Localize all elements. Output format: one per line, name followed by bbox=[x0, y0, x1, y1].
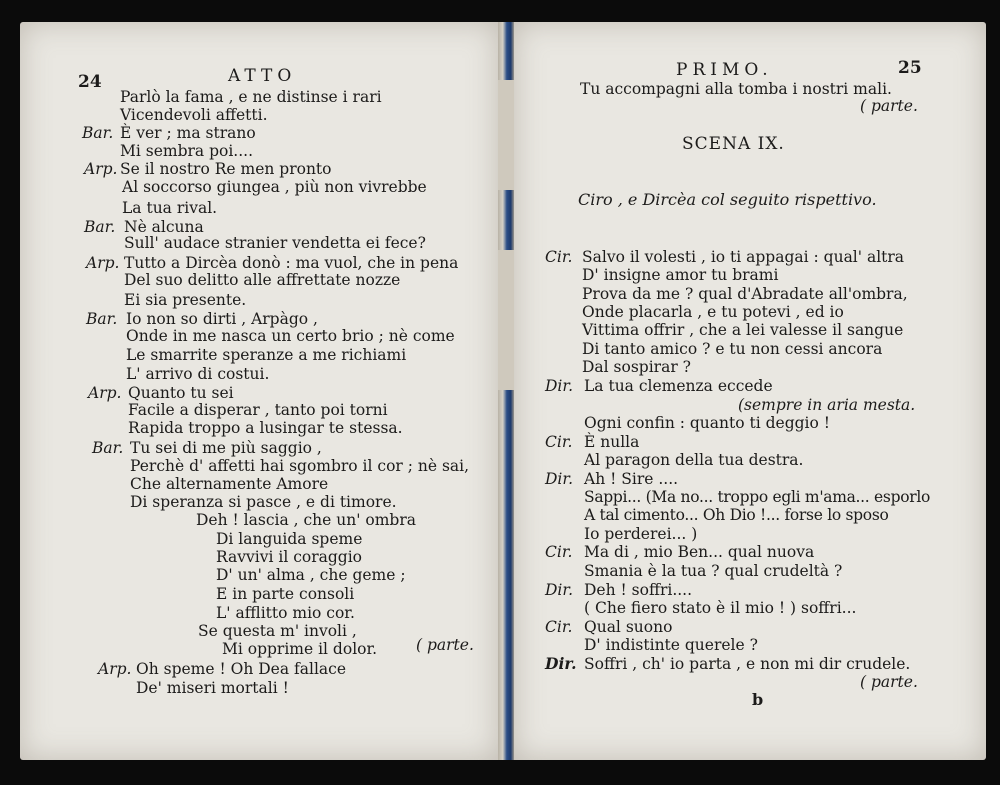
stage-direction: ( parte. bbox=[860, 97, 918, 115]
speaker-label: Arp. bbox=[86, 254, 120, 272]
verse-line: Se il nostro Re men pronto bbox=[120, 160, 332, 178]
speaker-label: Arp. bbox=[84, 160, 118, 178]
verse-line: Tu sei di me più saggio , bbox=[130, 439, 322, 457]
verse-line: L' afflitto mio cor. bbox=[216, 604, 355, 622]
speaker-label: Arp. bbox=[98, 660, 132, 678]
verse-line: Al soccorso giungea , più non vivrebbe bbox=[122, 178, 427, 196]
verse-line: Io non so dirti , Arpàgo , bbox=[126, 310, 318, 328]
speaker-label: Bar. bbox=[84, 218, 116, 236]
speaker-label: Bar. bbox=[86, 310, 118, 328]
scene-title: SCENA IX. bbox=[682, 134, 785, 154]
verse-line: Deh ! soffri.... bbox=[584, 581, 693, 599]
verse-line: Sull' audace stranier vendetta ei fece? bbox=[124, 234, 426, 252]
verse-line: ( Che fiero stato è il mio ! ) soffri... bbox=[584, 599, 857, 617]
right-running-head: PRIMO. bbox=[676, 60, 773, 80]
verse-line: Vittima offrir , che a lei valesse il sangue bbox=[582, 321, 904, 339]
verse-line: Ah ! Sire .... bbox=[584, 470, 679, 488]
verse-line: Che alternamente Amore bbox=[130, 475, 329, 493]
verse-line: Di speranza si pasce , e di timore. bbox=[130, 493, 397, 511]
verse-line: Parlò la fama , e ne distinse i rari bbox=[120, 88, 382, 106]
verse-line: Mi opprime il dolor. bbox=[222, 640, 378, 658]
speaker-label: Dir. bbox=[545, 581, 574, 599]
verse-line: Rapida troppo a lusingar te stessa. bbox=[128, 419, 403, 437]
right-page-number: 25 bbox=[898, 58, 922, 78]
verse-line: Perchè d' affetti hai sgombro il cor ; nè sai, bbox=[130, 457, 470, 475]
verse-line: Del suo delitto alle affrettate nozze bbox=[124, 271, 401, 289]
verse-line: Facile a disperar , tanto poi torni bbox=[128, 401, 388, 419]
verse-line: Io perderei... ) bbox=[584, 525, 698, 543]
speaker-label: Bar. bbox=[92, 439, 124, 457]
verse-line: E in parte consoli bbox=[216, 585, 355, 603]
verse-line: Quanto tu sei bbox=[128, 384, 234, 402]
stage-direction: ( parte. bbox=[416, 636, 474, 654]
verse-line: Oh speme ! Oh Dea fallace bbox=[136, 660, 346, 678]
left-running-head: ATTO bbox=[228, 66, 297, 86]
verse-line: Ogni confin : quanto ti deggio ! bbox=[584, 414, 831, 432]
verse-line: Di tanto amico ? e tu non cessi ancora bbox=[582, 340, 883, 358]
verse-line: Ei sia presente. bbox=[124, 291, 247, 309]
verse-line: Tutto a Dircèa donò : ma vuol, che in pena bbox=[124, 254, 459, 272]
verse-line: D' indistinte querele ? bbox=[584, 636, 758, 654]
verse-line: Le smarrite speranze a me richiami bbox=[126, 346, 407, 364]
verse-line: Onde in me nasca un certo brio ; nè come bbox=[126, 327, 455, 345]
verse-line: De' miseri mortali ! bbox=[136, 679, 289, 697]
verse-line: È nulla bbox=[584, 433, 640, 451]
verse-line: D' un' alma , che geme ; bbox=[216, 566, 406, 584]
verse-line: Tu accompagni alla tomba i nostri mali. bbox=[580, 80, 892, 98]
speaker-label: Dir. bbox=[545, 470, 574, 488]
verse-line: L' arrivo di costui. bbox=[126, 365, 270, 383]
verse-line: Sappi... (Ma no... troppo egli m'ama... esporlo bbox=[584, 488, 931, 506]
verse-line: È ver ; ma strano bbox=[120, 124, 256, 142]
gutter-paper-band bbox=[498, 80, 514, 190]
speaker-label: Cir. bbox=[545, 543, 573, 561]
speaker-label: Dir. bbox=[545, 654, 577, 673]
verse-line: Mi sembra poi.... bbox=[120, 142, 253, 160]
speaker-label: Cir. bbox=[545, 433, 573, 451]
speaker-label: Cir. bbox=[545, 618, 573, 636]
scene-cast: Ciro , e Dircèa col seguito rispettivo. bbox=[578, 190, 877, 209]
stage-direction: (sempre in aria mesta. bbox=[738, 396, 916, 414]
verse-line: Qual suono bbox=[584, 618, 673, 636]
verse-line: Soffri , ch' io parta , e non mi dir crudele. bbox=[584, 655, 911, 673]
verse-line: Ma di , mio Ben... qual nuova bbox=[584, 543, 815, 561]
verse-line: Nè alcuna bbox=[124, 218, 204, 236]
verse-line: Al paragon della tua destra. bbox=[584, 451, 804, 469]
gutter-paper-band bbox=[498, 250, 514, 390]
verse-line: Smania è la tua ? qual crudeltà ? bbox=[584, 562, 843, 580]
left-page-number: 24 bbox=[78, 72, 102, 92]
stage-direction: ( parte. bbox=[860, 673, 918, 691]
verse-line: La tua rival. bbox=[122, 199, 218, 217]
speaker-label: Bar. bbox=[82, 124, 114, 142]
verse-line: Ravvivi il coraggio bbox=[216, 548, 363, 566]
speaker-label: Cir. bbox=[545, 248, 573, 266]
verse-line: Deh ! lascia , che un' ombra bbox=[196, 511, 416, 529]
verse-line: Dal sospirar ? bbox=[582, 358, 691, 376]
verse-line: Se questa m' involi , bbox=[198, 622, 357, 640]
verse-line: A tal cimento... Oh Dio !... forse lo sposo bbox=[584, 506, 889, 524]
signature-mark: b bbox=[752, 690, 764, 709]
verse-line: Di languida speme bbox=[216, 530, 363, 548]
verse-line: D' insigne amor tu brami bbox=[582, 266, 779, 284]
verse-line: La tua clemenza eccede bbox=[584, 377, 773, 395]
speaker-label: Dir. bbox=[545, 377, 574, 395]
verse-line: Prova da me ? qual d'Abradate all'ombra, bbox=[582, 285, 908, 303]
verse-line: Onde placarla , e tu potevi , ed io bbox=[582, 303, 844, 321]
verse-line: Vicendevoli affetti. bbox=[120, 106, 268, 124]
speaker-label: Arp. bbox=[88, 384, 122, 402]
verse-line: Salvo il volesti , io ti appagai : qual' altra bbox=[582, 248, 905, 266]
